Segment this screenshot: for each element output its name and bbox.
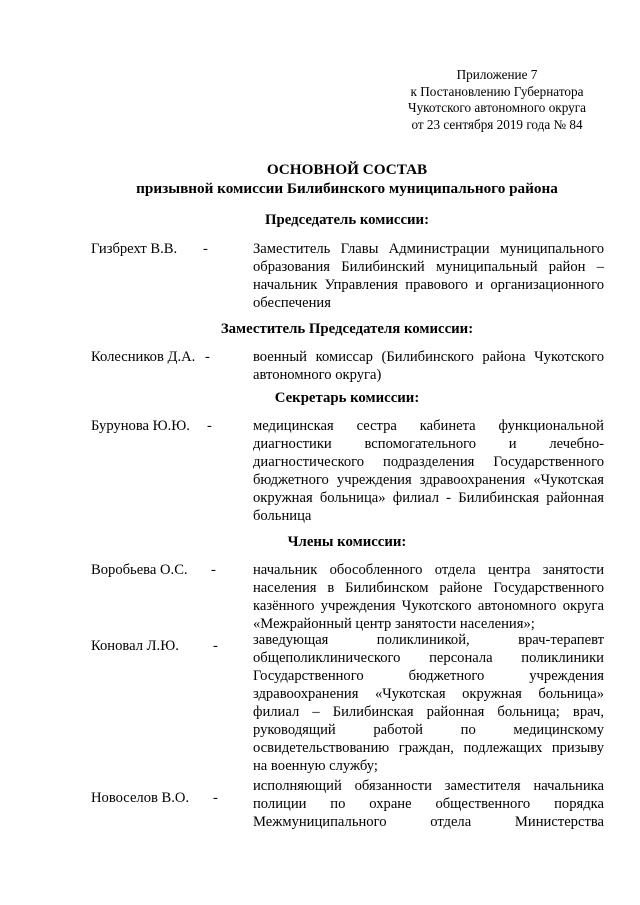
member-name-kolesnikov: Колесников Д.А. (91, 349, 196, 365)
appendix-block (397, 67, 597, 133)
section-heading-chairman: Председатель комиссии: (264, 212, 430, 228)
name-separator: - (213, 638, 218, 654)
member-name-gizbrekht: Гизбрехт В.В. (91, 241, 178, 257)
member-position-vorobyeva: начальник обособленного отдела центра занятости населения в Билибинском районе Государственного казённого учреждения Чукотского автономного округа «Межрайонный центр занятости населения»; (253, 562, 604, 632)
member-position-novoselov: исполняющий обязанности заместителя начальника полиции по охране общественного порядка Межмуниципального отдела Министерства (253, 778, 604, 830)
document-title (90, 160, 604, 198)
name-separator: - (207, 418, 212, 434)
appendix-region: Чукотского автономного округа (408, 100, 586, 116)
member-name-konoval: Коновал Л.Ю. (91, 638, 179, 654)
member-name-novoselov: Новоселов В.О. (91, 790, 190, 806)
name-separator: - (205, 349, 210, 365)
member-position-konoval: заведующая поликлиникой, врач-терапевт общеполиклинического персонала поликлиники Государственного бюджетного учреждения здравоохранения «Чукотская окружная больница» филиал – Билибинская районная больница; врач, руководящий работой по медицинскому освидетельствованию граждан, подлежащих призыву на военную службу; (253, 632, 604, 774)
name-separator: - (211, 562, 216, 578)
appendix-number: Приложение 7 (456, 67, 538, 82)
title-subtitle: призывной комиссии Билибинского муниципального района (136, 180, 558, 197)
section-heading-secretary: Секретарь комиссии: (274, 390, 420, 406)
appendix-decree-ref: к Постановлению Губернатора (410, 83, 584, 99)
member-position-kolesnikov: военный комиссар (Билибинского района Чукотского автономного округа) (253, 349, 604, 383)
name-separator: - (213, 790, 218, 806)
section-heading-members: Члены комиссии: (287, 534, 407, 550)
title-main: ОСНОВНОЙ СОСТАВ (266, 161, 428, 178)
member-name-burunova: Бурунова Ю.Ю. (91, 418, 190, 434)
appendix-date: от 23 сентября 2019 года № 84 (411, 116, 583, 132)
member-name-vorobyeva: Воробьева О.С. (91, 562, 188, 578)
name-separator: - (203, 241, 208, 257)
member-position-gizbrekht: Заместитель Главы Администрации муниципального образования Билибинский муниципальный район – начальник Управления правового и организационного обеспечения (253, 241, 604, 311)
member-position-burunova: медицинская сестра кабинета функциональной диагностики вспомогательного и лечебно-диагностического подразделения Государственного бюджетного учреждения здравоохранения «Чукотская окружная больница» филиал - Билибинская районная больница (253, 418, 604, 524)
section-heading-deputy: Заместитель Председателя комиссии: (220, 321, 474, 337)
